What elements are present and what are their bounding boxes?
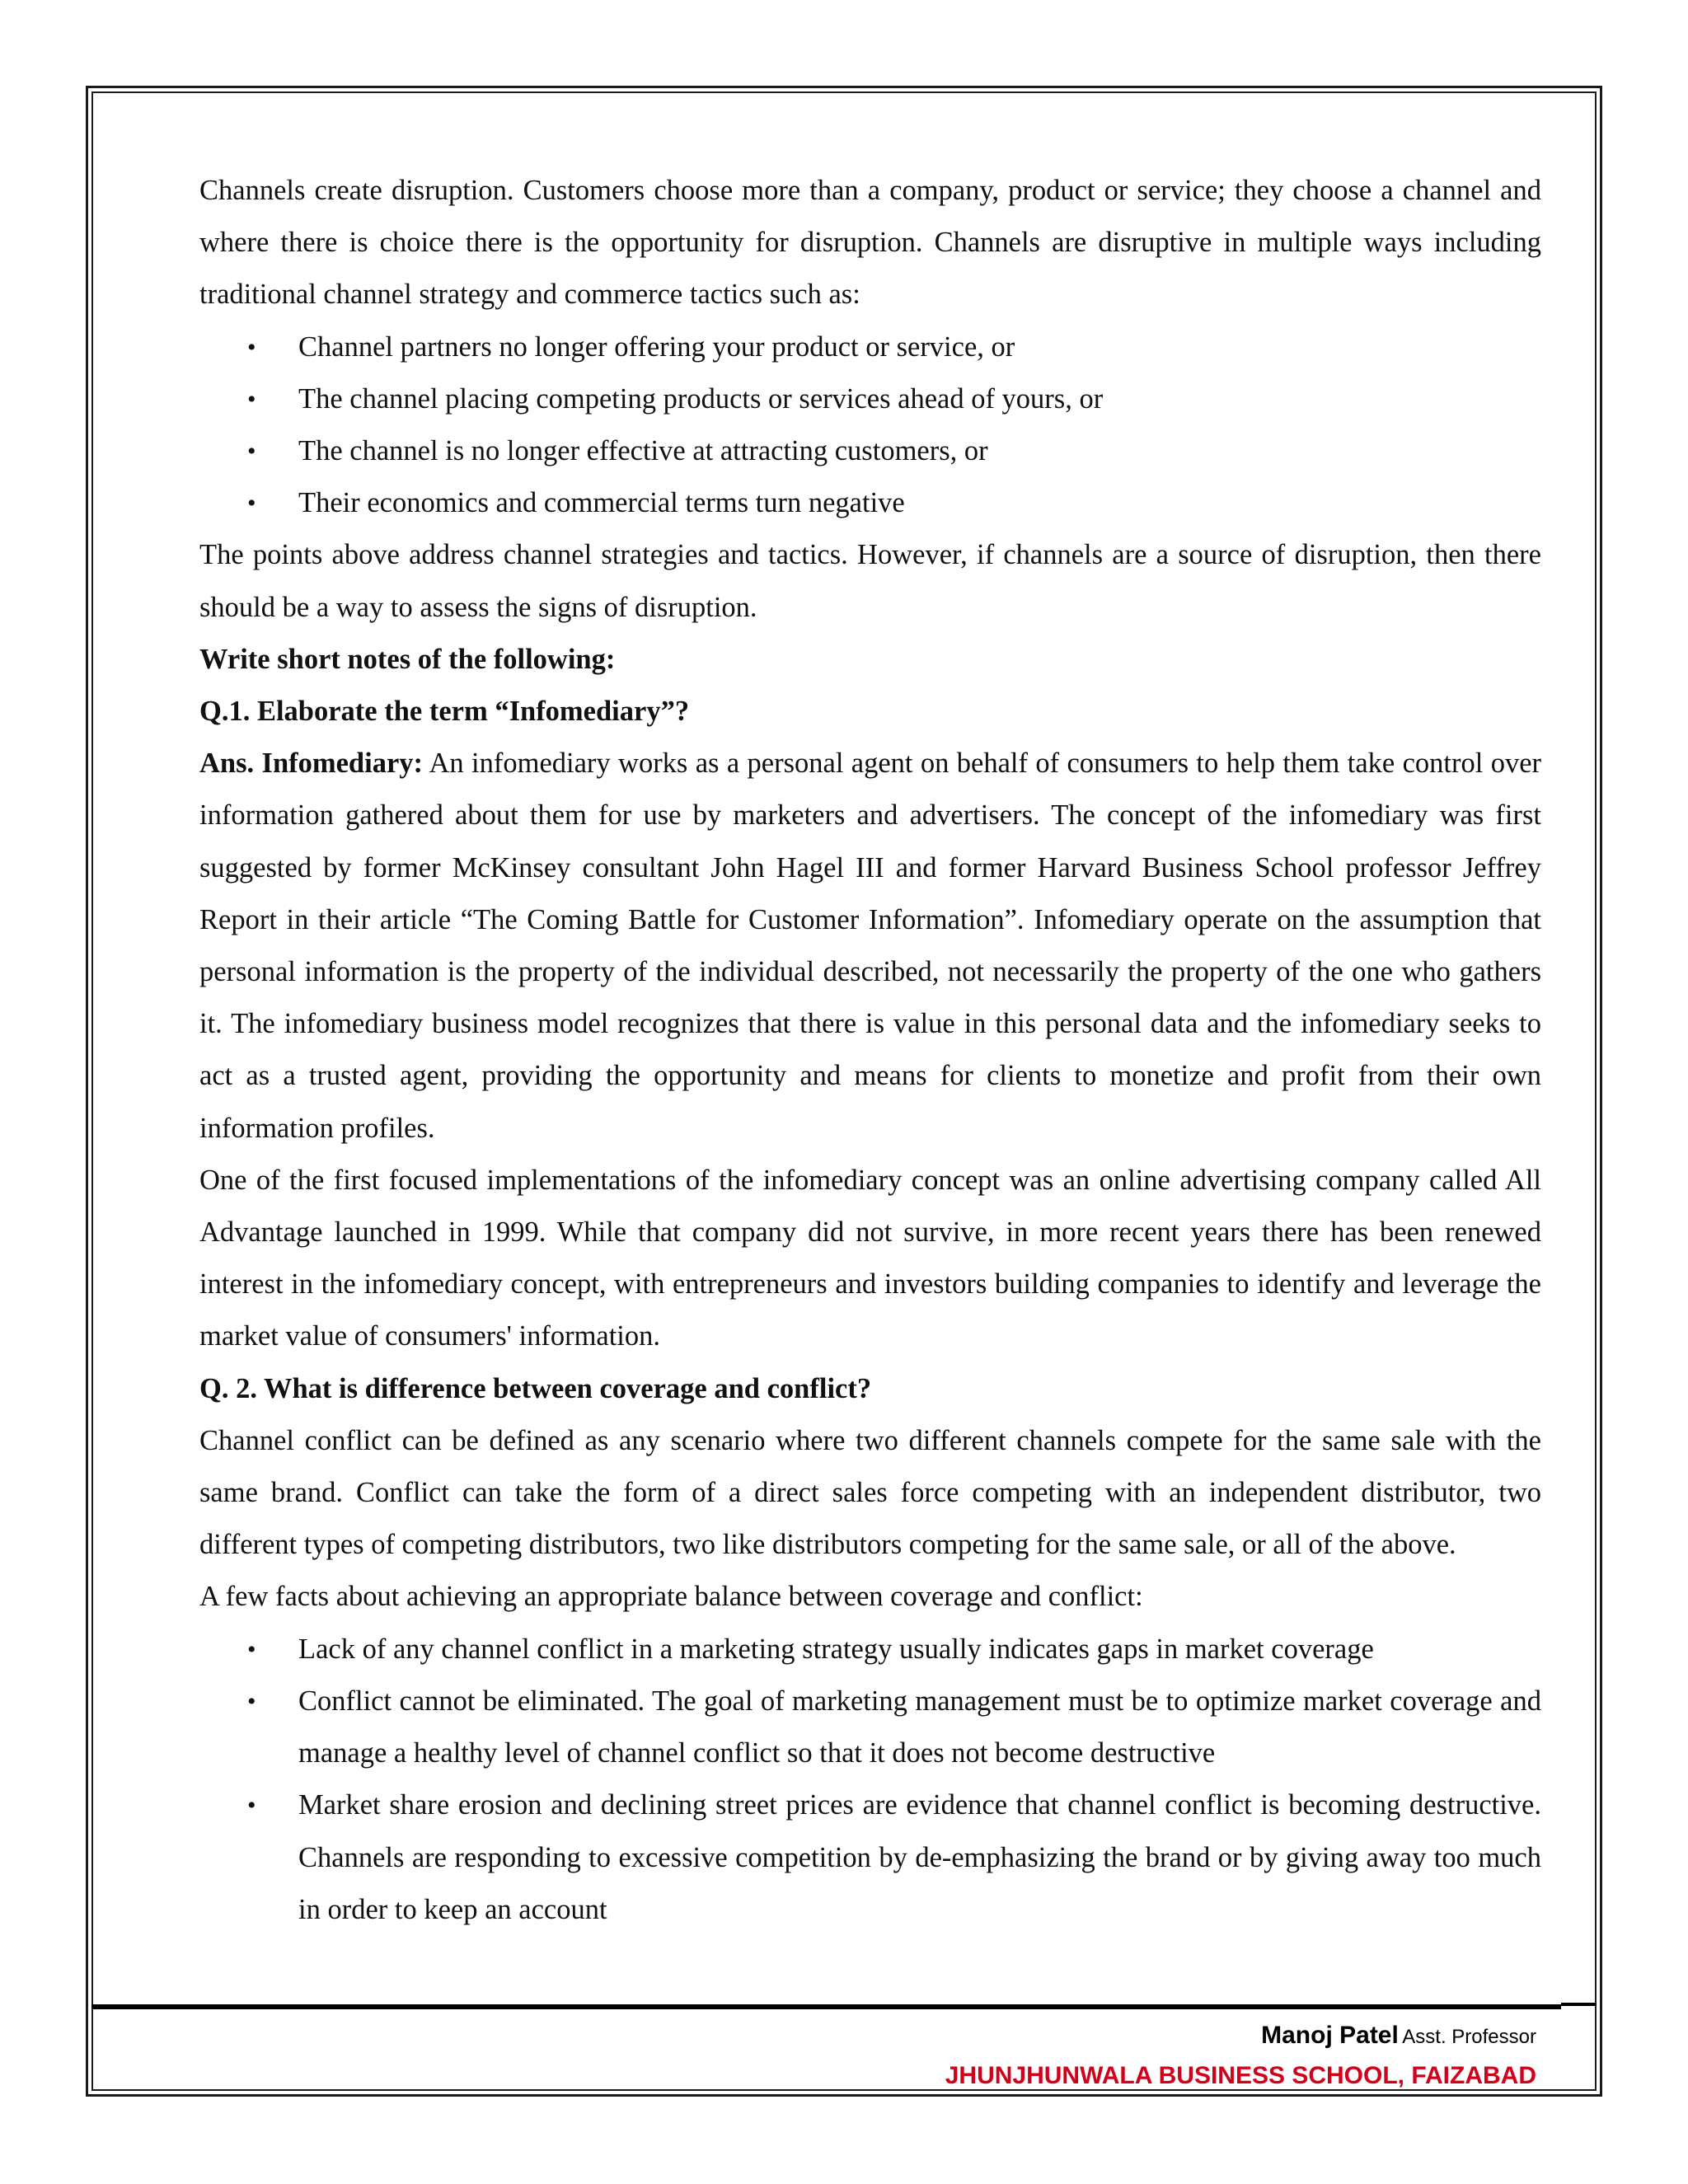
list-item bbox=[199, 321, 1541, 373]
list-item-text: Market share erosion and declining street prices are evidence that channel conflict is becoming destructive. Channels are responding to excessive competition by de-emphasizing the brand or by giving away too much in order to keep an account bbox=[298, 1789, 1541, 1925]
list-item bbox=[199, 1624, 1541, 1675]
footer-divider bbox=[91, 2004, 1561, 2009]
bullet-icon: • bbox=[247, 1635, 256, 1663]
list-item-text: Channel partners no longer offering your product or service, or bbox=[298, 330, 1015, 363]
list-item bbox=[199, 373, 1541, 425]
list-item-text: Conflict cannot be eliminated. The goal of marketing management must be to optimize market coverage and manage a healthy level of channel conflict so that it does not become destructive bbox=[298, 1685, 1541, 1769]
list-item-text: Their economics and commercial terms turn negative bbox=[298, 487, 905, 519]
author-line bbox=[945, 2018, 1536, 2058]
footer-divider-tail bbox=[1561, 2003, 1597, 2006]
answer-1-text: An infomediary works as a personal agent on behalf of consumers to help them take control over information gathered about them for use by marketers and advertisers. The concept of the infomediary was first suggested by former McKinsey consultant John Hagel III and former Harvard Business School professor Jeffrey Report in their article “The Coming Battle for Customer Information”. Infomediary operate on the assumption that personal information is the property of the individual described, not necessarily the property of the one who gathers it. The infomediary business model recognizes that there is value in this personal data and the infomediary seeks to act as a trusted agent, providing the opportunity and means for clients to monetize and profit from their own information profiles. bbox=[199, 748, 1541, 1144]
question-2-heading: Q. 2. What is difference between coverage and conflict? bbox=[199, 1372, 872, 1404]
answer-1-paragraph bbox=[199, 738, 1541, 1155]
answer-1-paragraph-2: One of the first focused implementations of the infomediary concept was an online advertising company called All Advantage launched in 1999. While that company did not survive, in more recent years there has been renewed interest in the infomediary concept, with entrepreneurs and investors building companies to identify and leverage the market value of consumers' information. bbox=[199, 1164, 1541, 1352]
bullet-icon: • bbox=[247, 1687, 256, 1715]
list-item bbox=[199, 1779, 1541, 1936]
bullet-icon: • bbox=[247, 385, 256, 413]
page-footer bbox=[945, 2018, 1536, 2094]
bullet-icon: • bbox=[247, 438, 256, 466]
bullet-icon: • bbox=[247, 490, 256, 518]
question-1-heading: Q.1. Elaborate the term “Infomediary”? bbox=[199, 696, 690, 728]
list-item-text: The channel is no longer effective at attracting customers, or bbox=[298, 435, 988, 467]
disruption-list bbox=[199, 321, 1541, 530]
facts-list bbox=[199, 1624, 1541, 1936]
list-item bbox=[199, 1675, 1541, 1779]
author-title: Asst. Professor bbox=[1402, 2026, 1536, 2048]
facts-intro: A few facts about achieving an appropriate balance between coverage and conflict: bbox=[199, 1581, 1143, 1613]
summary-paragraph: The points above address channel strategies and tactics. However, if channels are a source of disruption, then there should be a way to assess the signs of disruption. bbox=[199, 539, 1541, 623]
list-item bbox=[199, 425, 1541, 477]
answer-1-label: Ans. Infomediary: bbox=[199, 748, 424, 780]
intro-paragraph: Channels create disruption. Customers choose more than a company, product or service; they choose a channel and where there is choice there is the opportunity for disruption. Channels are disruptive in multiple ways including traditional channel strategy and commerce tactics such as: bbox=[199, 175, 1541, 311]
list-item-text: The channel placing competing products or services ahead of yours, or bbox=[298, 382, 1104, 415]
bullet-icon: • bbox=[247, 333, 256, 361]
school-name: JHUNJHUNWALA BUSINESS SCHOOL, FAIZABAD bbox=[945, 2062, 1536, 2089]
author-name: Manoj Patel bbox=[1261, 2022, 1399, 2049]
answer-2-paragraph: Channel conflict can be defined as any scenario where two different channels compete for the same sale with the same brand. Conflict can take the form of a direct sales force competing with an independent distributor, two different types of competing distributors, two like distributors competing for the same sale, or all of the above. bbox=[199, 1424, 1541, 1561]
page-content bbox=[199, 165, 1541, 1936]
list-item-text: Lack of any channel conflict in a marketing strategy usually indicates gaps in market coverage bbox=[298, 1633, 1374, 1665]
bullet-icon: • bbox=[247, 1792, 256, 1820]
list-item bbox=[199, 477, 1541, 529]
section-heading: Write short notes of the following: bbox=[199, 643, 616, 675]
